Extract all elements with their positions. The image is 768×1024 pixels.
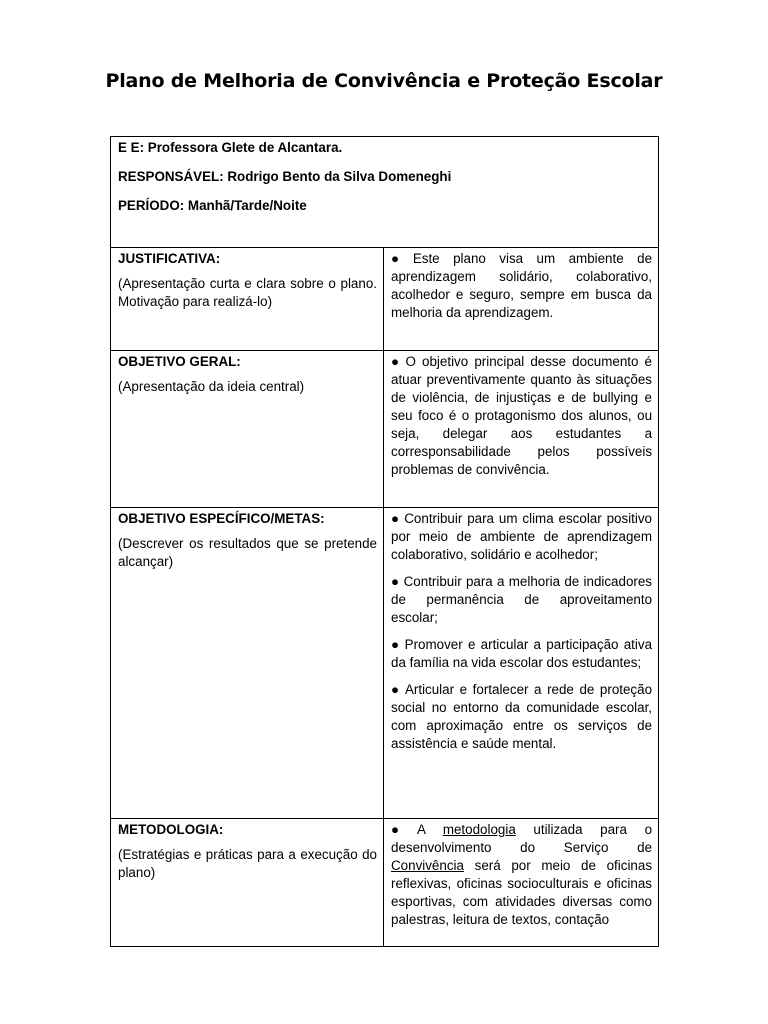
table-row-objetivo-geral [111, 351, 659, 508]
table-row-justificativa [111, 248, 659, 351]
row-hint: (Apresentação da ideia central) [118, 379, 305, 394]
responsible-line: RESPONSÁVEL: Rodrigo Bento da Silva Domeneghi [118, 169, 452, 184]
row-content-cell [384, 248, 659, 351]
header-row [111, 137, 659, 248]
row-label: OBJETIVO ESPECÍFICO/METAS: [118, 511, 325, 526]
bullet-icon: ● [391, 354, 402, 369]
content-paragraph: ● Contribuir para um clima escolar positivo por meio de ambiente de aprendizagem colaborativo, solidário e acolhedor; [391, 511, 653, 562]
bullet-icon: ● [391, 251, 409, 266]
table-row-objetivo-especifico [111, 508, 659, 819]
row-label: JUSTIFICATIVA: [118, 251, 221, 266]
row-content-cell [384, 819, 659, 947]
content-paragraph: ● Promover e articular a participação ativa da família na vida escolar dos estudantes; [391, 637, 653, 670]
row-label: METODOLOGIA: [118, 822, 224, 837]
school-name: E E: Professora Glete de Alcantara. [118, 140, 343, 155]
row-label-cell [111, 351, 384, 508]
row-hint: (Descrever os resultados que se pretende alcançar) [118, 536, 377, 569]
page-title: Plano de Melhoria de Convivência e Proteção Escolar [105, 70, 663, 92]
row-label: OBJETIVO GERAL: [118, 354, 241, 369]
table-row-metodologia [111, 819, 659, 947]
row-label-cell [111, 508, 384, 819]
content-paragraph: ● Contribuir para a melhoria de indicadores de permanência de aproveitamento escolar; [391, 574, 653, 625]
plan-table [110, 136, 659, 947]
row-label-cell [111, 248, 384, 351]
bullet-icon: ● [391, 637, 401, 652]
row-content-cell [384, 508, 659, 819]
bullet-icon: ● [391, 682, 401, 697]
row-hint: (Apresentação curta e clara sobre o plano. Motivação para realizá-lo) [118, 276, 377, 309]
bullet-icon: ● [391, 511, 401, 526]
header-cell [111, 137, 659, 248]
content-paragraph: ● A metodologia utilizada para o desenvolvimento do Serviço de Convivência será por meio de oficinas reflexivas, oficinas socioculturais e oficinas esportivas, com atividades diversas como palestras, leitura de textos, contação [391, 822, 653, 927]
content-paragraph: ● Este plano visa um ambiente de aprendizagem solidário, colaborativo, acolhedor e seguro, sempre em busca da melhoria da aprendizagem. [391, 251, 653, 320]
bullet-icon: ● [391, 574, 400, 589]
row-label-cell [111, 819, 384, 947]
content-paragraph: ● O objetivo principal desse documento é atuar preventivamente quanto às situações de violência, de injustiças e de bullying e seu foco é o protagonismo dos alunos, ou seja, delegar aos estudantes a corresponsabilidade pelos possíveis problemas de convivência. [391, 354, 653, 477]
period-line: PERÍODO: Manhã/Tarde/Noite [118, 198, 307, 213]
bullet-icon: ● [391, 822, 413, 837]
row-content-cell [384, 351, 659, 508]
content-paragraph: ● Articular e fortalecer a rede de proteção social no entorno da comunidade escolar, com aproximação entre os serviços de assistência e saúde mental. [391, 682, 653, 751]
row-hint: (Estratégias e práticas para a execução do plano) [118, 847, 377, 880]
